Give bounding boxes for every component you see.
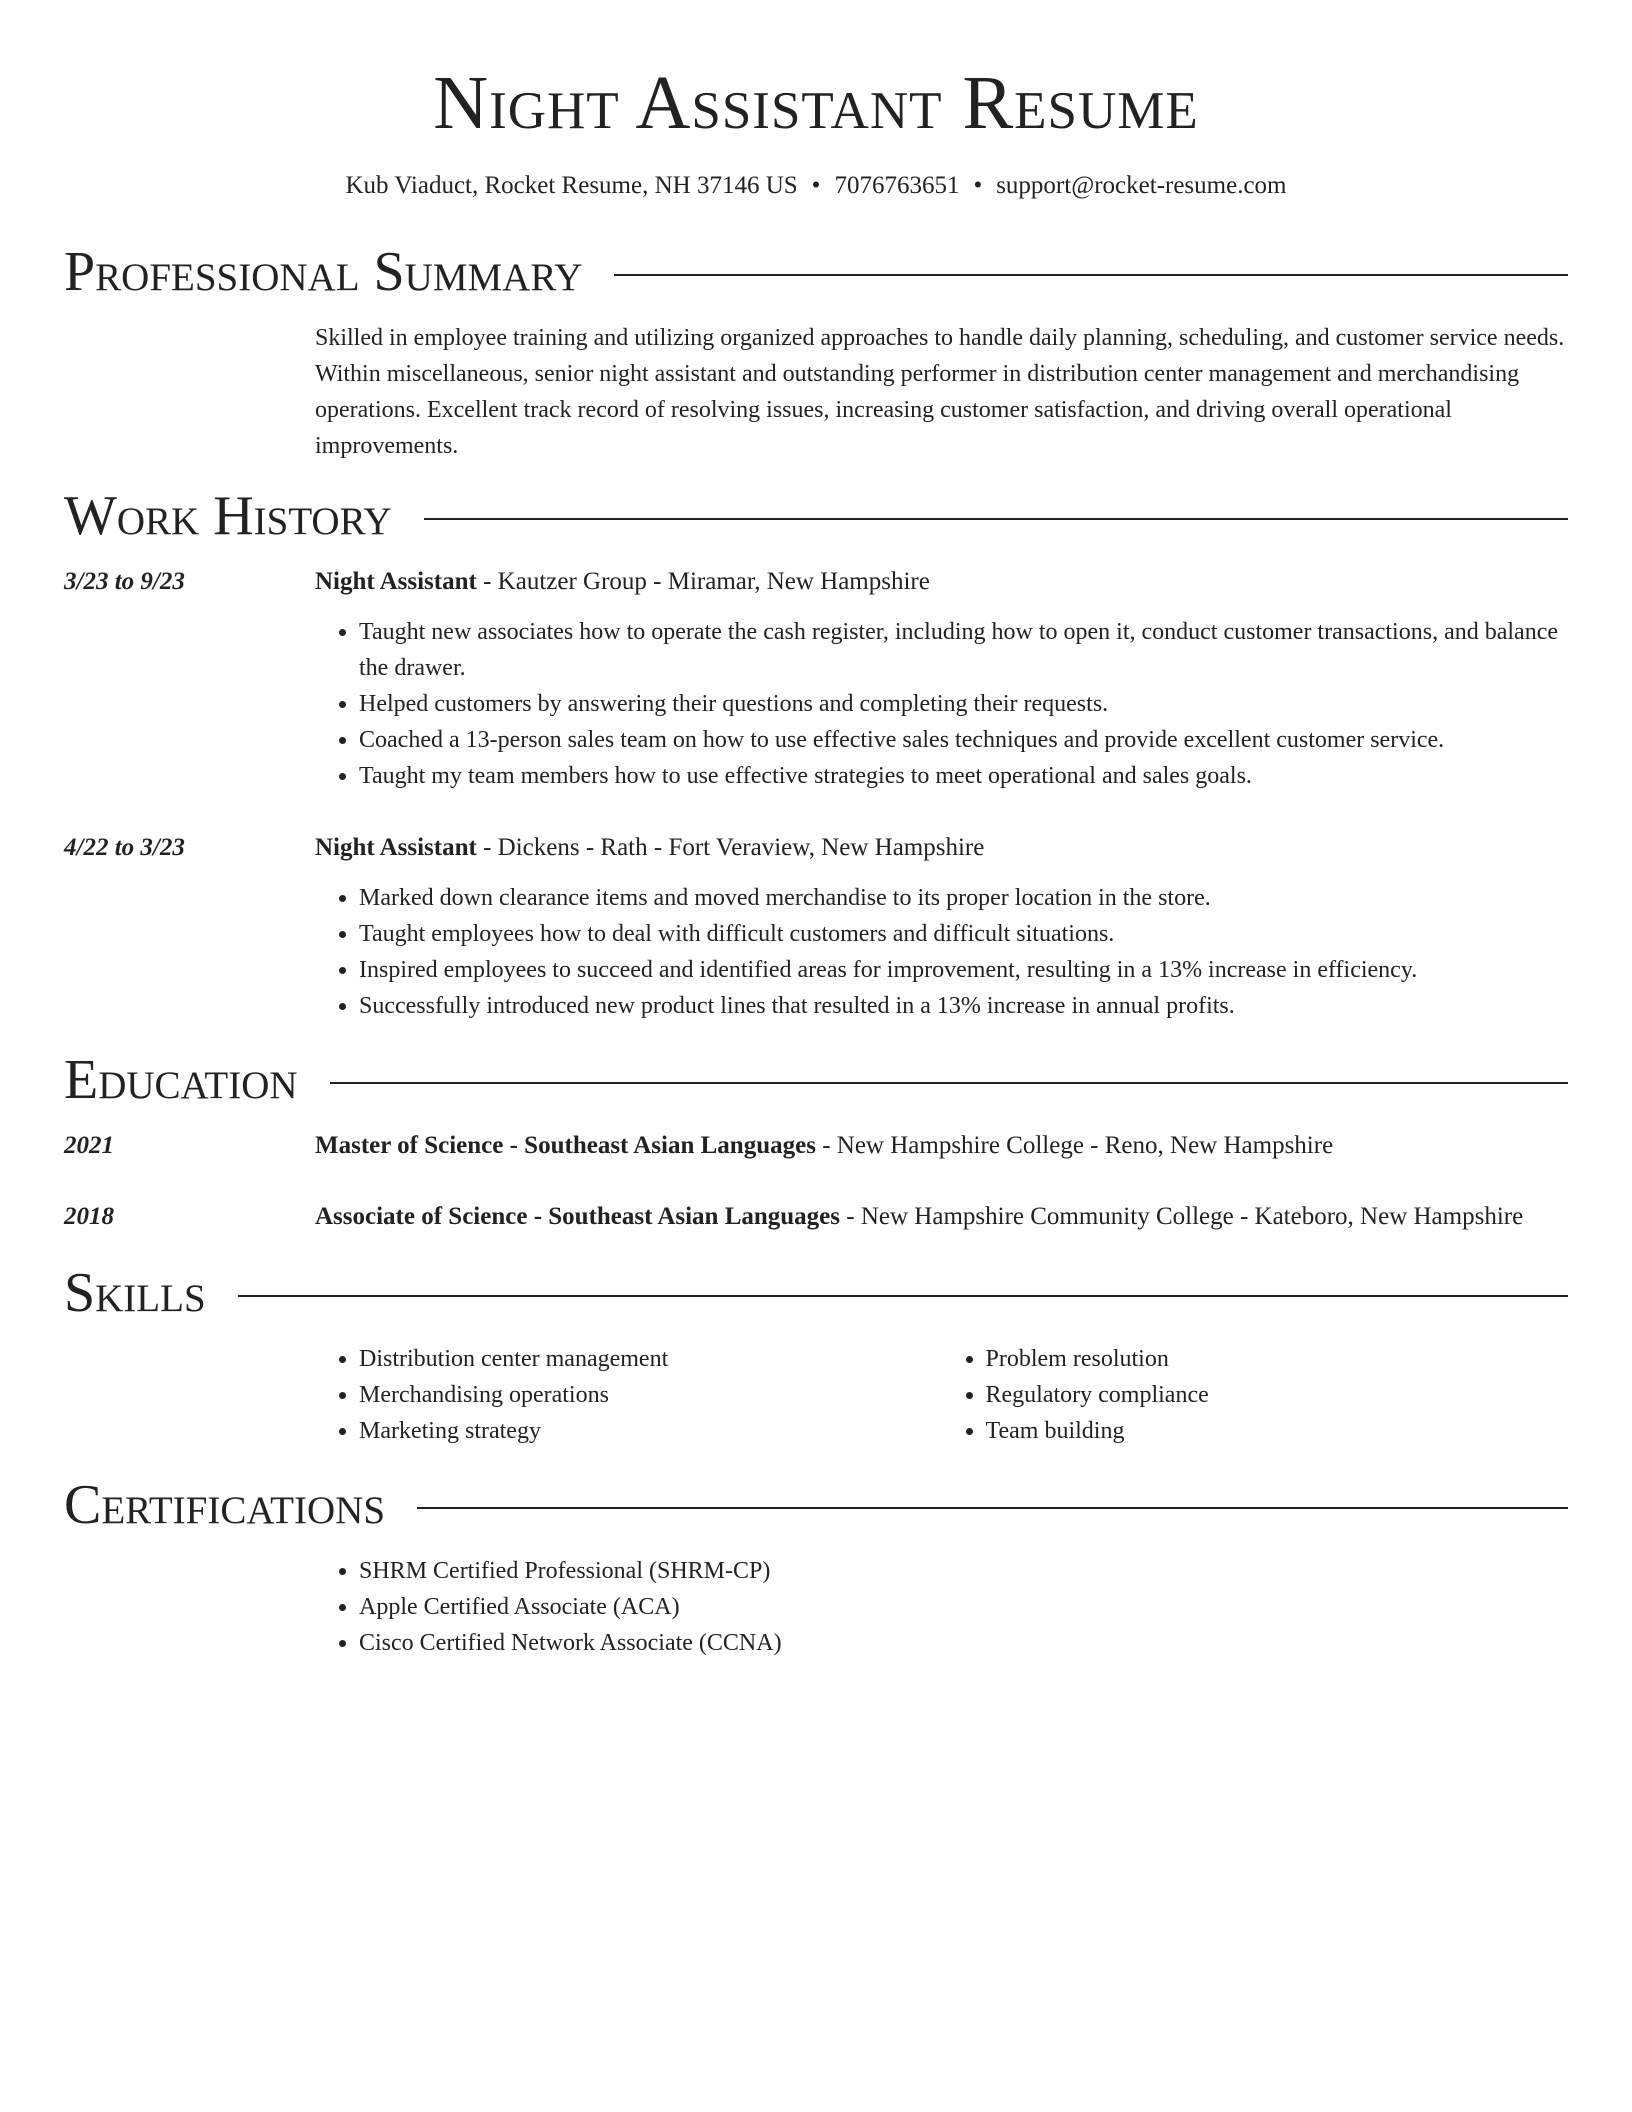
list-item: • Marked down clearance items and moved merchandise to its proper location in the store.: [359, 880, 1568, 916]
summary-section-header: [64, 242, 1568, 302]
education-year: 2021: [64, 1131, 114, 1159]
education-line: [315, 1128, 1568, 1164]
separator-dot: •: [973, 171, 983, 199]
spacer: [64, 866, 315, 1024]
skills-list-right: [942, 1341, 1569, 1449]
section-divider: [614, 274, 1568, 276]
section-divider: [330, 1082, 1568, 1084]
education-line: [315, 1197, 1568, 1237]
education-entry: [64, 1128, 1568, 1164]
education-section-header: [64, 1050, 1568, 1110]
phone: 7076763651: [834, 171, 960, 199]
email: support@rocket-resume.com: [996, 171, 1287, 199]
section-title-certifications: Certifications: [64, 1473, 386, 1536]
job-header: [64, 830, 1568, 866]
job-dates: 4/22 to 3/23: [64, 833, 185, 861]
list-item: • Team building: [986, 1413, 1569, 1449]
skills-list-left: [315, 1341, 942, 1449]
list-item: • Taught employees how to deal with difficult customers and difficult situations.: [359, 916, 1568, 952]
section-title-summary: Professional Summary: [64, 240, 583, 303]
education-year: 2018: [64, 1202, 114, 1230]
job-bullets: [315, 614, 1568, 794]
list-item: • Merchandising operations: [359, 1377, 942, 1413]
job-bullets-row: [64, 866, 1568, 1024]
list-item: • Marketing strategy: [359, 1413, 942, 1449]
school: - New Hampshire College - Reno, New Hampshire: [815, 1131, 1334, 1159]
list-item: • Cisco Certified Network Associate (CCNA): [359, 1625, 1568, 1661]
job-title-line: [315, 830, 1568, 866]
work-section-header: [64, 486, 1568, 546]
section-title-work: Work History: [64, 484, 392, 547]
list-item: • Apple Certified Associate (ACA): [359, 1589, 1568, 1625]
certifications-list-container: [315, 1553, 1568, 1661]
list-item: • Successfully introduced new product lines that resulted in a 13% increase in annual profits.: [359, 988, 1568, 1024]
section-divider: [238, 1295, 1568, 1297]
certifications-list: [315, 1553, 1568, 1661]
job-header: [64, 564, 1568, 600]
job-entry: [64, 830, 1568, 1024]
job-bullets-container: [315, 866, 1568, 1024]
education-entry: [64, 1197, 1568, 1237]
list-item: • Taught my team members how to use effective strategies to meet operational and sales goals.: [359, 758, 1568, 794]
address: Kub Viaduct, Rocket Resume, NH 37146 US: [345, 171, 798, 199]
job-entry: [64, 564, 1568, 794]
list-item: • Coached a 13-person sales team on how to use effective sales techniques and provide excellent customer service.: [359, 722, 1568, 758]
degree: Associate of Science - Southeast Asian Languages: [315, 1202, 841, 1230]
resume-page: [64, 0, 1568, 1661]
school: - New Hampshire Community College - Kateboro, New Hampshire: [840, 1202, 1524, 1230]
skills-section-header: [64, 1263, 1568, 1323]
job-bullets-row: [64, 600, 1568, 794]
list-item: • SHRM Certified Professional (SHRM-CP): [359, 1553, 1568, 1589]
list-item: • Distribution center management: [359, 1341, 942, 1377]
job-title-line: [315, 564, 1568, 600]
skills-columns: [315, 1341, 1568, 1449]
list-item: • Regulatory compliance: [986, 1377, 1569, 1413]
certifications-section-header: [64, 1475, 1568, 1535]
separator-dot: •: [811, 171, 821, 199]
job-details: - Kautzer Group - Miramar, New Hampshire: [476, 567, 930, 595]
section-divider: [417, 1507, 1568, 1509]
resume-title: Night Assistant Resume: [433, 61, 1199, 145]
list-item: • Helped customers by answering their questions and completing their requests.: [359, 686, 1568, 722]
job-bullets-container: [315, 600, 1568, 794]
section-divider: [424, 518, 1568, 520]
degree: Master of Science - Southeast Asian Languages: [315, 1131, 816, 1159]
summary-text: Skilled in employee training and utilizing organized approaches to handle daily planning, scheduling, and customer service needs. Within miscellaneous, senior night assistant and outstanding performer in distribution center management and merchandising operations. Excellent track record of resolving issues, increasing customer satisfaction, and driving overall operational improvements.: [315, 324, 1565, 459]
job-dates: 3/23 to 9/23: [64, 567, 185, 595]
list-item: • Inspired employees to succeed and identified areas for improvement, resulting in a 13% increase in efficiency.: [359, 952, 1568, 988]
job-bullets: [315, 880, 1568, 1024]
job-details: - Dickens - Rath - Fort Veraview, New Hampshire: [476, 833, 985, 861]
spacer: [64, 600, 315, 794]
job-role: Night Assistant: [315, 833, 477, 861]
section-title-education: Education: [64, 1048, 298, 1111]
list-item: • Problem resolution: [986, 1341, 1569, 1377]
list-item: • Taught new associates how to operate the cash register, including how to open it, conduct customer transactions, and balance the drawer.: [359, 614, 1568, 686]
section-title-skills: Skills: [64, 1261, 206, 1324]
job-role: Night Assistant: [315, 567, 477, 595]
contact-line: [64, 172, 1568, 200]
